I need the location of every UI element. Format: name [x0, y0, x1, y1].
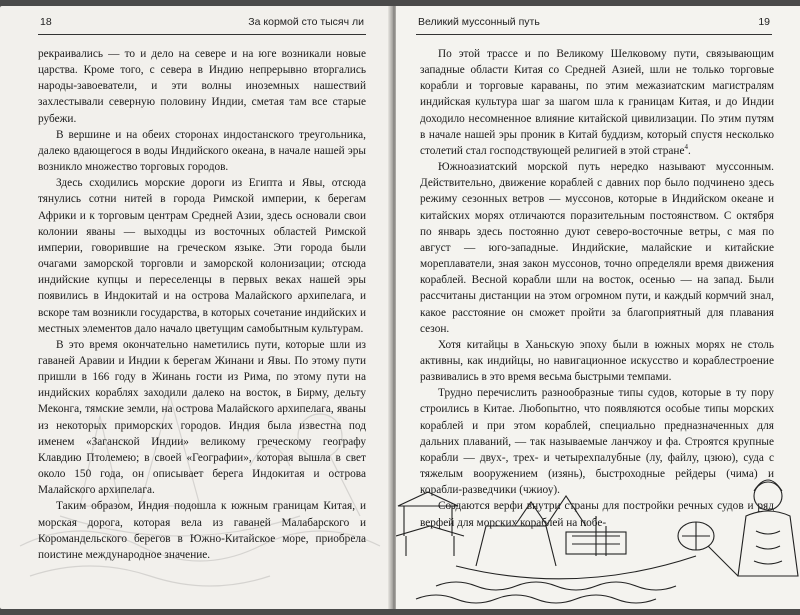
paragraph: Здесь сходились морские дороги из Египта и Явы, отсюда тянулись сотни нитей в города Римской империи, к берегам Африки и к торговым центрам Средней Азии, здесь основали свои колонии яваны — выходцы из восточных областей Римской империи, говорившие на греческом языке. Эти города были очагами заморской торговли и заморской колонизации; отсюда индийские купцы и переселенцы в первых веках нашей эры появились в Индокитай и на острова Малайского архипелага, и вскоре там возникли государства, в которых сочетание индийских и местных элементов дало начало цветущим самобытным культурам. [38, 177, 366, 335]
right-page [396, 6, 800, 609]
body-text [38, 46, 366, 563]
paragraph-text: По этой трассе и по Великому Шелковому пути, связывающим западные области Китая со Средней Азией, шли не только торговые корабли и торговые караваны, по этим межазиатским магистралям индийская культура шаг за шагом шла к границам Китая, и до Индии доходило несомненное влияние китайской цивилизации. По этим путям в начале нашей эры проник в Китай буддизм, который спустя несколько столетий стал господствующей религией в этой стране [420, 48, 774, 157]
paragraph: Хотя китайцы в Ханьскую эпоху были в южных морях не столь активны, как индийцы, но навигационное искусство и кораблестроение развивались в это время весьма быстрыми темпами. [420, 338, 774, 384]
paragraph: В вершине и на обеих сторонах индостанского треугольника, далеко вдающегося в воды Индийского океана, в начале нашей эры возникло множество торговых городов. [38, 128, 366, 174]
header-rule [416, 34, 772, 35]
running-title: Великий муссонный путь [418, 16, 540, 28]
paragraph: Трудно перечислить разнообразные типы судов, которые в ту пору строились в Китае. Любопытно, что появляются особые типы морских кораблей и при этом кораблей, специально предназначенных для дальних плаваний, — так называемые ланчжоу и фа. Строятся крупные корабли — двух-, трех- и четырехпалубные (лу, файлу, цзюю), суда с тяжелым вооружением (изянь), быстроходные рейдеры (чима) и корабли-разведчики (чжиоу). [420, 387, 774, 497]
paragraph: Южноазиатский морской путь нередко называют муссонным. Действительно, движение кораблей с давних пор было подчинено здесь режиму сезонных ветров — муссонов, которые в Индийском океане и китайских морях отличаются поразительным постоянством. С октября по январь здесь постоянно дуют северо-восточные ветры, с мая по август — юго-западные. Индийские, малайские и китайские мореплаватели, зная закон муссонов, точно определяли время движения кораблей. Весной корабли шли на восток, осенью — на запад. Были рассчитаны дистанции на этом огромном пути, и каждый кормчий знал, какое расстояние он сможет пройти за благоприятный для плавания сезон. [420, 161, 774, 335]
paragraph: По этой трассе и по Великому Шелковому пути, связывающим западные области Китая со Средней Азией, шли не только торговые корабли и торговые караваны, по этим межазиатским магистралям индийская культура шаг за шагом шла к границам Китая, и до Индии доходило несомненное влияние китайской цивилизации. По этим путям в начале нашей эры проник в Китай буддизм, который спустя несколько столетий стал господствующей религией в этой стране$^4$. [420, 48, 774, 157]
left-page [0, 6, 392, 609]
page-number: 18 [40, 16, 52, 28]
paragraph: рекраивались — то и дело на севере и на юге возникали новые царства. Кроме того, с севера в Индию непрерывно вторгались народы-завоеватели, и эти волны иноземных нашествий захлестывали северную половину Индии, сметая там все старые рубежи. [38, 48, 366, 125]
paragraph: Таким образом, Индия подошла к южным границам Китая, и морская дорога, которая вела из гаваней Малабарского и Коромандельского берегов в Южно-Китайское море, приобрела поистине международное значение. [38, 500, 366, 561]
running-title: За кормой сто тысяч ли [248, 16, 364, 28]
paragraph: В это время окончательно наметились пути, которые шли из гаваней Аравии и Индии к берегам Жинани и Явы. По этому пути пришли в 166 году в Жинань гости из Рима, по этому пути на индийских кораблях заходили далеко на восток, в Бирму, дельту Меконга, тямские земли, на острова Малайского архипелага, яваны из некоторых приморских городов. Индия была известна под именем «Заганской Индии» великому греческому географу Клавдию Птолемею; в своей «Географии», которая вышла в свет около 150 года, он описывает берега Индокитая и острова Малайского архипелага. [38, 338, 366, 497]
page-number: 19 [758, 16, 770, 28]
header-rule [38, 34, 366, 35]
footnote-ref: 4 [684, 143, 688, 152]
paragraph: Создаются верфи внутри страны для постройки речных судов и ряд верфей для морских кораблей на побе- [420, 500, 774, 529]
ship-illustration-icon [396, 436, 800, 609]
